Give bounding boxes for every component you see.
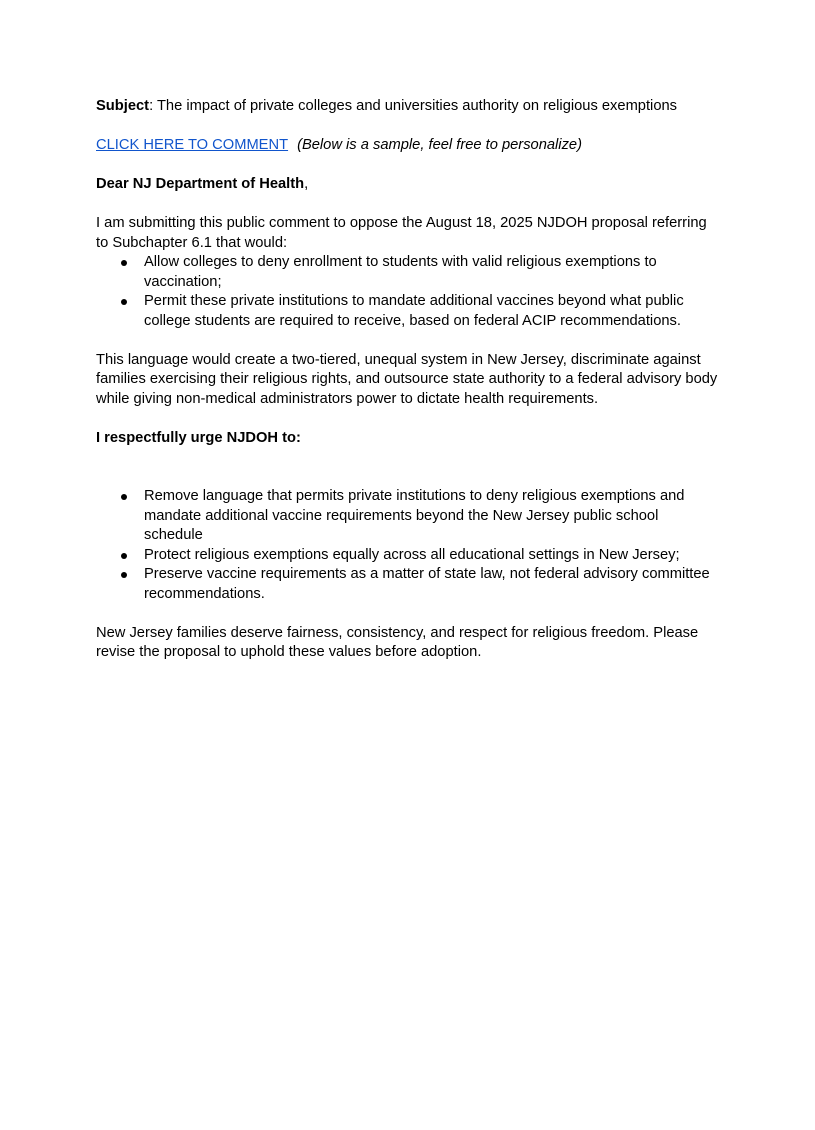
salutation-comma: , xyxy=(304,176,309,192)
list-item-text: Permit these private institutions to mandate additional vaccines beyond what public college students are required to receive, based on federal ACIP recommendations. xyxy=(144,293,684,329)
comment-link[interactable]: CLICK HERE TO COMMENT xyxy=(96,137,289,153)
list-item-text: Allow colleges to deny enrollment to students with valid religious exemptions to vaccination; xyxy=(144,254,657,290)
list-item xyxy=(96,487,719,546)
subject-text: : The impact of private colleges and universities authority on religious exemptions xyxy=(149,98,678,114)
impact-paragraph-text: This language would create a two-tiered, unequal system in New Jersey, discriminate against families exercising their religious rights, and outsource state authority to a federal advisory body while giving non-medical administrators power to dictate health requirements. xyxy=(96,351,718,407)
opposition-list xyxy=(96,253,719,331)
list-item xyxy=(96,253,719,292)
subject-label: Subject xyxy=(96,98,150,114)
bullet-icon xyxy=(121,572,127,578)
bullet-icon xyxy=(121,494,127,500)
list-item xyxy=(96,565,719,604)
intro-paragraph xyxy=(96,214,719,253)
closing-paragraph xyxy=(96,624,719,663)
list-item-text: Remove language that permits private institutions to deny religious exemptions and mandate additional vaccine requirements beyond the New Jersey public school schedule xyxy=(144,488,685,543)
urge-heading-text: I respectfully urge NJDOH to: xyxy=(96,429,301,446)
salutation xyxy=(96,175,719,195)
list-item xyxy=(96,546,719,566)
urge-heading xyxy=(96,429,719,449)
urge-list xyxy=(96,487,719,604)
comment-link-note: (Below is a sample, feel free to personalize) xyxy=(297,137,582,153)
list-item-text: Protect religious exemptions equally across all educational settings in New Jersey; xyxy=(144,546,680,563)
closing-paragraph-text: New Jersey families deserve fairness, consistency, and respect for religious freedom. Please revise the proposal to uphold these values before adoption. xyxy=(96,624,699,660)
list-item xyxy=(96,292,719,331)
intro-paragraph-text: I am submitting this public comment to oppose the August 18, 2025 NJDOH proposal referring to Subchapter 6.1 that would: xyxy=(96,215,707,251)
salutation-text: Dear NJ Department of Health xyxy=(96,176,305,192)
subject-line xyxy=(96,97,719,117)
comment-link-line xyxy=(96,136,719,156)
letter-body xyxy=(96,97,719,663)
bullet-icon xyxy=(121,299,127,305)
bullet-icon xyxy=(121,260,127,266)
bullet-icon xyxy=(121,553,127,559)
impact-paragraph xyxy=(96,351,719,410)
list-item-text: Preserve vaccine requirements as a matter of state law, not federal advisory committee recommendations. xyxy=(144,566,710,602)
